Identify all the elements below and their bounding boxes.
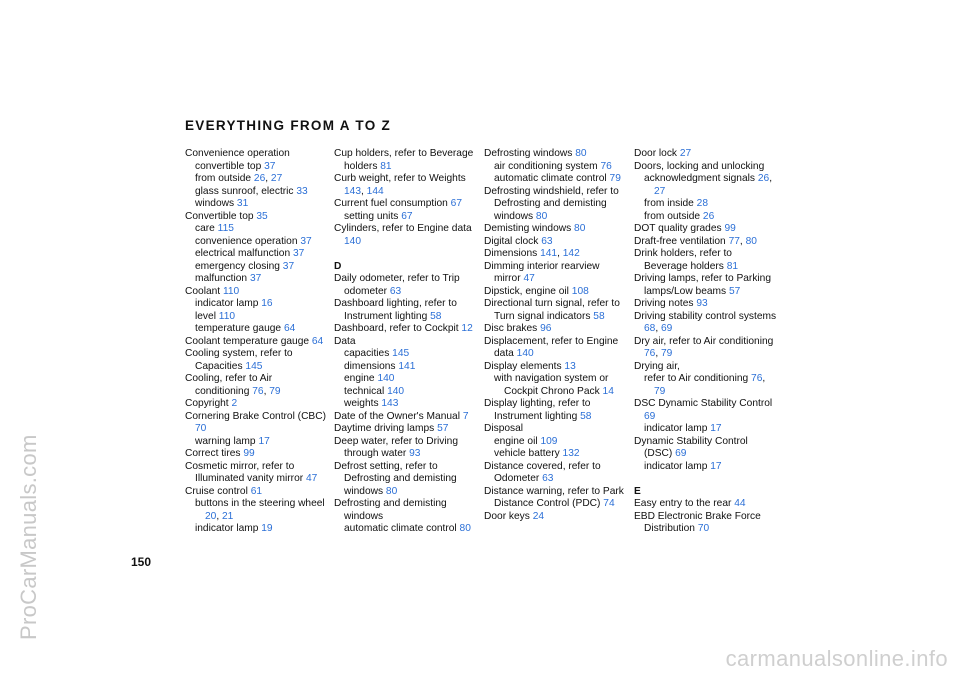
- index-entry: [185, 398, 329, 411]
- index-subentry: [334, 523, 478, 536]
- page-link[interactable]: 12: [461, 323, 473, 334]
- page-link[interactable]: 47: [523, 273, 535, 284]
- entry-label: technical: [344, 385, 385, 397]
- entry-label: Dipstick, engine oil: [484, 285, 569, 297]
- entry-label: automatic climate control: [344, 523, 457, 534]
- index-letter-heading: [334, 261, 478, 274]
- page-link[interactable]: 57: [728, 285, 741, 297]
- page-link[interactable]: 58: [593, 310, 605, 322]
- index-subentry: [334, 361, 478, 374]
- page-link[interactable]: 143: [381, 398, 399, 409]
- entry-label: Digital clock: [484, 235, 539, 247]
- entry-label: DSC Dynamic Stability Control: [634, 398, 773, 409]
- index-entry: [634, 436, 778, 461]
- index-entry: [334, 148, 478, 173]
- page-link[interactable]: 19: [261, 523, 273, 534]
- index-column-1: [185, 148, 329, 536]
- entry-label: Display elements: [484, 360, 562, 372]
- page-link[interactable]: 70: [697, 523, 710, 534]
- page-link[interactable]: 76: [644, 348, 656, 359]
- index-subentry: [185, 236, 329, 249]
- entry-label: Convenience operation: [185, 148, 290, 159]
- page-link[interactable]: 108: [571, 285, 589, 297]
- entry-label: malfunction: [195, 273, 248, 284]
- entry-label: Deep water, refer to Driving through water: [334, 435, 459, 459]
- entry-label: D: [334, 260, 342, 272]
- index-entry: [334, 411, 478, 424]
- index-subentry: [185, 161, 329, 174]
- index-entry: Curb weight, refer to Weights 143, 144: [334, 173, 466, 197]
- page-link[interactable]: 110: [218, 310, 236, 322]
- page-link[interactable]: 79: [654, 385, 666, 397]
- entry-label: Defrosting and demisting windows: [334, 498, 447, 522]
- entry-label: air conditioning system: [494, 160, 598, 172]
- page-link[interactable]: 57: [437, 423, 449, 434]
- index-entry: [634, 398, 778, 423]
- index-subentry: [334, 373, 478, 386]
- page-link[interactable]: 69: [644, 410, 656, 422]
- index-entry: Dry air, refer to Air conditioning 76, 79: [634, 335, 774, 359]
- index-entry: [634, 223, 778, 236]
- page-link[interactable]: 37: [292, 248, 305, 259]
- page-link[interactable]: 35: [256, 210, 268, 222]
- page-link[interactable]: 110: [222, 285, 240, 297]
- index-subentry: [185, 523, 329, 536]
- entry-label: Dimming interior rearview mirror: [484, 260, 600, 284]
- entry-label: Door keys: [484, 510, 530, 522]
- page-link[interactable]: 64: [311, 335, 324, 347]
- page-link[interactable]: 81: [380, 160, 392, 172]
- page-link[interactable]: 141: [540, 248, 558, 259]
- bottom-watermark: carmanualsonline.info: [725, 646, 948, 671]
- index-entry: [185, 448, 329, 461]
- entry-label: Demisting windows: [484, 223, 572, 234]
- entry-label: E: [634, 485, 641, 497]
- page-link[interactable]: 145: [392, 348, 410, 359]
- page-link[interactable]: 26: [253, 173, 266, 184]
- index-subentry: [634, 198, 778, 211]
- index-subentry: [634, 211, 778, 224]
- page-link[interactable]: 93: [696, 298, 708, 309]
- page-link[interactable]: 99: [724, 223, 736, 234]
- index-subentry: [484, 373, 628, 398]
- index-subentry: acknowledgment signals 26, 27: [644, 173, 773, 197]
- index-entry: [634, 161, 778, 174]
- page-link[interactable]: 80: [385, 485, 398, 497]
- index-subentry: [634, 461, 778, 474]
- index-subentry: [185, 261, 329, 274]
- page-link[interactable]: 27: [270, 173, 283, 184]
- page-link[interactable]: 27: [679, 148, 692, 159]
- entry-label: Correct tires: [185, 448, 241, 459]
- entry-label: Distance warning, refer to Park Distance Control (PDC): [484, 485, 624, 509]
- index-entry: [634, 148, 778, 161]
- page-link[interactable]: 63: [541, 235, 553, 247]
- entry-label: Cup holders, refer to Beverage holders: [334, 148, 474, 172]
- page-link[interactable]: 115: [217, 223, 234, 234]
- index-entry: [334, 461, 478, 499]
- entry-label: indicator lamp: [195, 523, 259, 534]
- page-link[interactable]: 80: [745, 235, 757, 247]
- index-subentry: [484, 448, 628, 461]
- entry-label: Draft-free ventilation: [634, 235, 726, 247]
- page-number: 150: [131, 555, 152, 569]
- entry-label: weights: [344, 398, 379, 409]
- entry-label: Curb weight, refer to Weights: [334, 173, 466, 184]
- page-link[interactable]: 96: [540, 323, 552, 334]
- page-link[interactable]: 33: [296, 185, 308, 197]
- entry-label: Cooling system, refer to Capacities: [185, 348, 293, 372]
- page-link[interactable]: 80: [459, 523, 471, 534]
- page-link[interactable]: 142: [562, 248, 580, 259]
- entry-label: Dashboard lighting, refer to Instrument lighting: [334, 298, 457, 322]
- page-link[interactable]: 27: [654, 185, 666, 197]
- page-link[interactable]: 140: [344, 235, 361, 247]
- index-subentry: [334, 348, 478, 361]
- index-entry: [484, 223, 628, 236]
- entry-label: Door lock: [634, 148, 678, 159]
- page-link[interactable]: 140: [516, 348, 534, 359]
- entry-label: indicator lamp: [195, 298, 259, 309]
- page-link[interactable]: 141: [398, 360, 416, 372]
- entry-label: from outside: [644, 210, 701, 222]
- entry-label: Copyright: [185, 398, 229, 409]
- entry-label: Dashboard, refer to Cockpit: [334, 323, 459, 334]
- index-subentry: [185, 248, 329, 261]
- entry-label: convertible top: [195, 160, 262, 172]
- index-entry: [484, 148, 628, 161]
- page-link[interactable]: 44: [734, 498, 746, 509]
- index-entry: [484, 286, 628, 299]
- index-subentry: [185, 273, 329, 286]
- page-title: EVERYTHING FROM A TO Z: [185, 118, 392, 133]
- index-entry: [634, 511, 778, 536]
- entry-label: Cosmetic mirror, refer to Illuminated vanity mirror: [185, 460, 304, 484]
- entry-label: Drink holders, refer to Beverage holders: [634, 248, 732, 272]
- index-subentry: [484, 161, 628, 174]
- page-link[interactable]: 144: [366, 185, 384, 197]
- index-entry: [334, 273, 478, 298]
- entry-label: Cooling, refer to Air conditioning: [185, 373, 273, 397]
- page-link[interactable]: 70: [195, 423, 207, 434]
- page-link[interactable]: 2: [231, 398, 238, 409]
- entry-label: Coolant: [185, 285, 221, 297]
- side-watermark: ProCarManuals.com: [16, 434, 41, 640]
- page-link[interactable]: 16: [261, 298, 273, 309]
- page-link[interactable]: 17: [710, 423, 722, 434]
- index-entry: [484, 423, 628, 436]
- page-link[interactable]: 80: [535, 210, 548, 222]
- index-entry: [484, 323, 628, 336]
- index-subentry: [185, 198, 329, 211]
- entry-label: Daytime driving lamps: [334, 423, 435, 434]
- entry-label: Disc brakes: [484, 323, 538, 334]
- page-link[interactable]: 20: [205, 510, 217, 522]
- index-entry: [185, 211, 329, 224]
- entry-label: windows: [195, 198, 235, 209]
- entry-label: Defrosting windows: [484, 148, 573, 159]
- page-link[interactable]: 145: [245, 360, 263, 372]
- index-entry: [484, 361, 628, 374]
- entry-label: Daily odometer, refer to Trip odometer: [334, 273, 460, 297]
- index-entry: [185, 148, 329, 161]
- entry-label: Displacement, refer to Engine data: [484, 335, 619, 359]
- index-entry: [484, 486, 628, 511]
- page-link[interactable]: 13: [564, 360, 576, 372]
- entry-label: engine: [344, 373, 375, 384]
- index-entry: [634, 273, 778, 298]
- index-entry: [185, 336, 329, 349]
- entry-label: Driving lamps, refer to Parking lamps/Low beams: [634, 273, 772, 297]
- page-link[interactable]: 37: [264, 160, 276, 172]
- index-entry: [484, 236, 628, 249]
- entry-label: Easy entry to the rear: [634, 498, 732, 509]
- index-entry: Dimensions 141, 142: [484, 248, 580, 259]
- page-link[interactable]: 28: [696, 198, 709, 209]
- page-link[interactable]: 37: [300, 235, 312, 247]
- page-link[interactable]: 64: [283, 323, 296, 334]
- page-link[interactable]: 79: [609, 173, 621, 184]
- entry-label: Dry air, refer to Air conditioning: [634, 335, 774, 347]
- index-entry: Driving stability control systems 68, 69: [634, 310, 777, 334]
- page-link[interactable]: 58: [580, 410, 592, 422]
- index-entry: Cooling, refer to Air conditioning 76, 79: [185, 373, 281, 397]
- page-link[interactable]: 93: [409, 448, 421, 459]
- page-link[interactable]: 143: [344, 185, 361, 197]
- page-link[interactable]: 37: [282, 260, 295, 272]
- index-subentry: [484, 173, 628, 186]
- page-link[interactable]: 76: [252, 385, 264, 397]
- page-link[interactable]: 69: [661, 323, 673, 334]
- entry-label: Data: [334, 335, 356, 347]
- index-entry: [634, 298, 778, 311]
- entry-label: with navigation system or Cockpit Chrono Pack: [494, 373, 609, 397]
- page-link[interactable]: 67: [401, 210, 413, 222]
- index-entry: [185, 411, 329, 436]
- index-column-3: [484, 148, 628, 523]
- entry-label: Doors, locking and unlocking: [634, 160, 765, 172]
- page-link[interactable]: 17: [258, 435, 270, 447]
- entry-label: Directional turn signal, refer to Turn signal indicators: [484, 298, 620, 322]
- page-link[interactable]: 80: [574, 223, 586, 234]
- page-link[interactable]: 7: [462, 410, 469, 422]
- entry-label: Date of the Owner's Manual: [334, 410, 460, 422]
- index-letter-heading: [634, 486, 778, 499]
- entry-label: vehicle battery: [494, 448, 560, 459]
- page-link[interactable]: 81: [726, 260, 739, 272]
- entry-label: indicator lamp: [644, 423, 708, 434]
- index-subentry: [484, 436, 628, 449]
- index-entry: [484, 336, 628, 361]
- page-link[interactable]: 58: [430, 310, 442, 322]
- index-subentry: [185, 298, 329, 311]
- page-link[interactable]: 61: [250, 485, 263, 497]
- page-link[interactable]: 47: [305, 473, 318, 484]
- entry-label: Defrost setting, refer to Defrosting and demisting windows: [334, 460, 457, 497]
- page-link[interactable]: 79: [661, 348, 673, 359]
- index-entry: [484, 298, 628, 323]
- entry-label: electrical malfunction: [195, 248, 291, 259]
- index-subentry: [185, 311, 329, 324]
- entry-label: Driving notes: [634, 298, 694, 309]
- index-entry: [634, 248, 778, 273]
- page-link[interactable]: 140: [377, 373, 395, 384]
- entry-label: care: [195, 223, 215, 234]
- index-subentry: from outside 26, 27: [195, 173, 283, 184]
- index-entry: [185, 286, 329, 299]
- index-subentry: [334, 211, 478, 224]
- entry-label: emergency closing: [195, 260, 280, 272]
- index-entry: [484, 398, 628, 423]
- index-subentry: [634, 423, 778, 436]
- entry-label: buttons in the steering wheel: [195, 498, 325, 509]
- entry-label: setting units: [344, 210, 399, 222]
- index-subentry: [185, 436, 329, 449]
- index-subentry: [334, 386, 478, 399]
- entry-label: dimensions: [344, 360, 396, 372]
- page-link[interactable]: 24: [532, 510, 545, 522]
- page-link[interactable]: 132: [562, 448, 580, 459]
- entry-label: from inside: [644, 198, 694, 209]
- page-link[interactable]: 99: [243, 448, 255, 459]
- page-link[interactable]: 140: [387, 385, 405, 397]
- entry-label: glass sunroof, electric: [195, 185, 294, 197]
- index-column-2: [334, 148, 478, 536]
- entry-label: acknowledgment signals: [644, 173, 755, 184]
- page-link[interactable]: 74: [603, 498, 615, 509]
- index-entry: [334, 423, 478, 436]
- page-link[interactable]: 68: [644, 323, 656, 334]
- index-entry: [334, 323, 478, 336]
- page-link[interactable]: 17: [710, 460, 722, 472]
- entry-label: Driving stability control systems: [634, 310, 777, 322]
- entry-label: Cruise control: [185, 485, 248, 497]
- entry-label: Current fuel consumption: [334, 198, 448, 209]
- index-entry: [484, 511, 628, 524]
- index-entry: [185, 486, 329, 499]
- entry-label: engine oil: [494, 435, 538, 447]
- index-entry: Draft-free ventilation 77, 80: [634, 235, 757, 247]
- page-link[interactable]: 37: [249, 273, 262, 284]
- index-entry: [185, 348, 329, 373]
- index-entry: [484, 461, 628, 486]
- index-entry: [484, 186, 628, 224]
- page-link[interactable]: 63: [542, 473, 554, 484]
- index-subentry: [185, 186, 329, 199]
- page-link[interactable]: 79: [269, 385, 281, 397]
- page-link[interactable]: 14: [602, 385, 614, 397]
- page-link[interactable]: 76: [751, 373, 763, 384]
- index-entry: [334, 198, 478, 211]
- index-column-4: [634, 148, 778, 536]
- entry-label: temperature gauge: [195, 323, 282, 334]
- entry-label: warning lamp: [195, 435, 256, 447]
- entry-label: Cylinders, refer to Engine data: [334, 223, 472, 234]
- page-link[interactable]: 77: [728, 235, 740, 247]
- entry-label: indicator lamp: [644, 460, 708, 472]
- entry-label: Cornering Brake Control (CBC): [185, 410, 326, 422]
- entry-label: capacities: [344, 348, 390, 359]
- page-link[interactable]: 21: [222, 510, 234, 522]
- entry-label: refer to Air conditioning: [644, 373, 749, 384]
- page-link[interactable]: 26: [702, 210, 715, 222]
- index-subentry: [185, 223, 329, 236]
- page-link[interactable]: 67: [450, 198, 463, 209]
- entry-label: Coolant temperature gauge: [185, 335, 310, 347]
- index-entry: [334, 498, 478, 523]
- page-link[interactable]: 26: [757, 173, 770, 184]
- entry-label: Distance covered, refer to Odometer: [484, 460, 601, 484]
- index-subentry: [185, 323, 329, 336]
- index-subentry: refer to Air conditioning 76, 79: [644, 373, 766, 397]
- index-entry: [634, 361, 778, 374]
- index-subentry: buttons in the steering wheel 20, 21: [195, 498, 325, 522]
- entry-label: Drying air,: [634, 360, 680, 372]
- page-link[interactable]: 109: [540, 435, 558, 447]
- page-link[interactable]: 69: [675, 448, 687, 459]
- entry-label: automatic climate control: [494, 173, 607, 184]
- entry-label: DOT quality grades: [634, 223, 722, 234]
- index-entry: [334, 436, 478, 461]
- page-link[interactable]: 76: [600, 160, 612, 172]
- index-entry: [334, 223, 478, 248]
- entry-label: Defrosting windshield, refer to Defrosting and demisting windows: [484, 185, 619, 222]
- index-entry: [334, 336, 478, 349]
- entry-label: Convertible top: [185, 210, 254, 222]
- entry-label: level: [195, 310, 216, 322]
- entry-label: convenience operation: [195, 235, 298, 247]
- index-entry: [484, 261, 628, 286]
- entry-label: EBD Electronic Brake Force Distribution: [634, 510, 761, 534]
- entry-label: from outside: [195, 173, 252, 184]
- page-link[interactable]: 31: [236, 198, 249, 209]
- entry-label: Disposal: [484, 423, 524, 434]
- index-subentry: [334, 398, 478, 411]
- entry-label: Dimensions: [484, 248, 538, 259]
- page-link[interactable]: 80: [575, 148, 587, 159]
- entry-label: Dynamic Stability Control (DSC): [634, 435, 748, 459]
- index-entry: [634, 498, 778, 511]
- index-entry: [334, 298, 478, 323]
- entry-label: Display lighting, refer to Instrument lighting: [484, 398, 591, 422]
- index-entry: [185, 461, 329, 486]
- page-link[interactable]: 63: [389, 285, 402, 297]
